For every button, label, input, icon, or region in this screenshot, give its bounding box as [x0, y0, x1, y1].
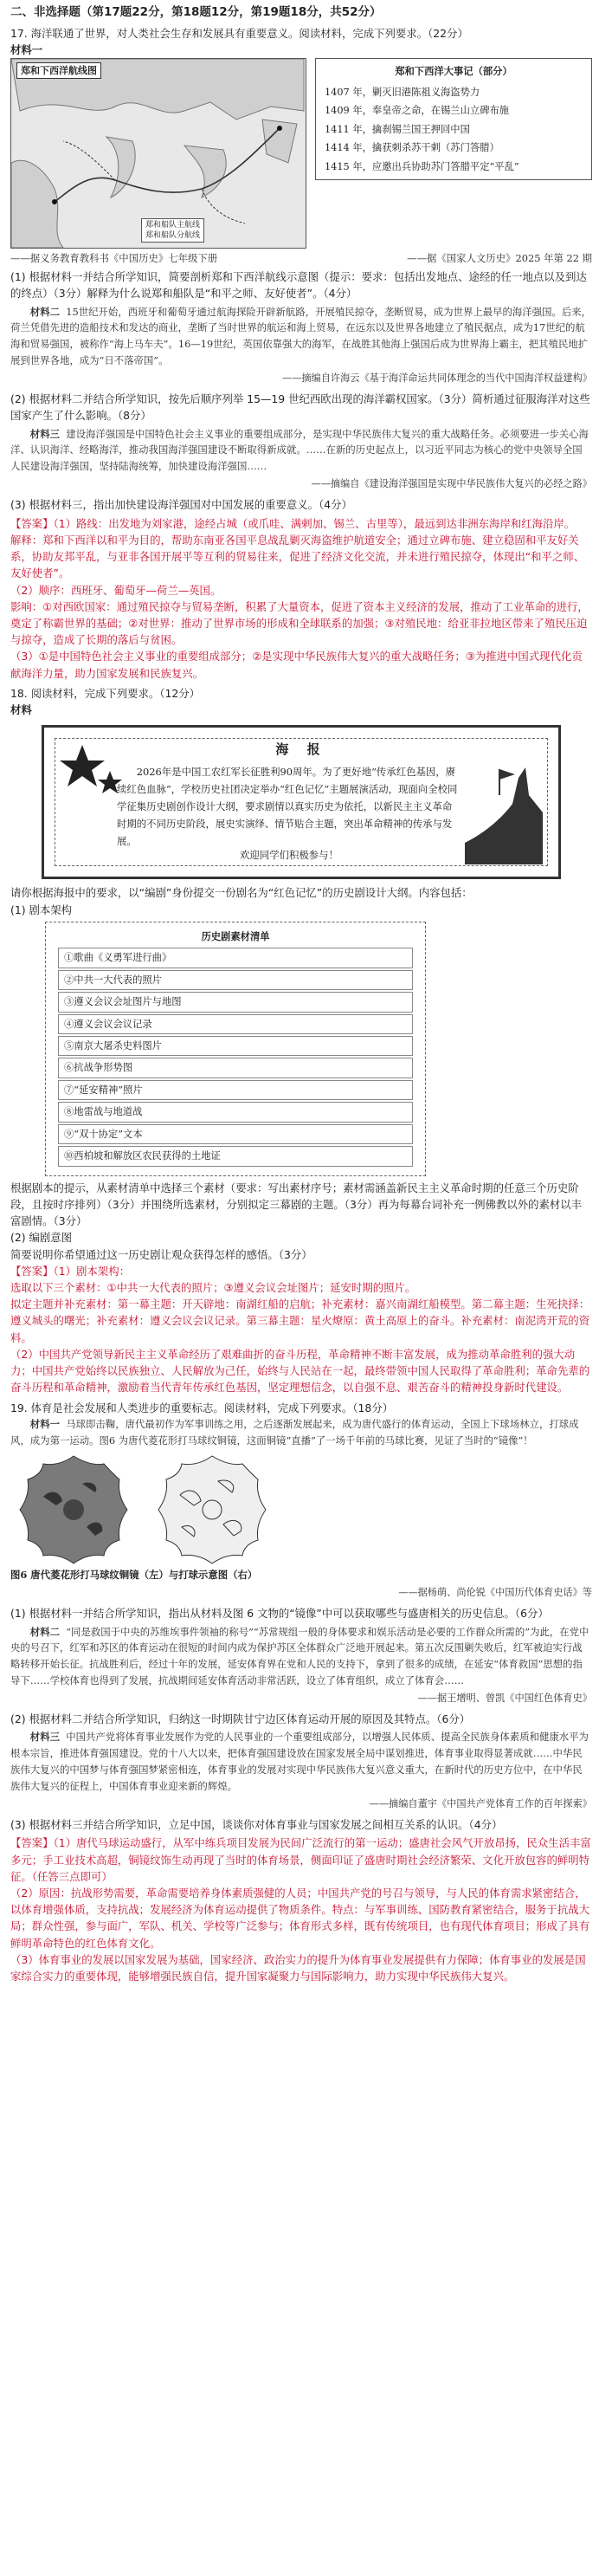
q19-m1-source: ——据杨萌、尚伦锐《中国历代体育史话》等 — [398, 1587, 592, 1599]
poster-closing: 欢迎同学们积极参与！ — [240, 848, 338, 861]
material-list-item: ⑨“双十协定”文本 — [58, 1124, 413, 1144]
section-header: 二、非选择题（第17题22分，第18题12分，第19题18分，共52分） — [10, 5, 382, 19]
q17-question-3: (3) 根据材料三，指出加快建设海洋强国对中国发展的重要意义。（4分） — [10, 498, 352, 512]
material-list-item: ②中共一大代表的照片 — [58, 970, 413, 990]
q17-material-2: 材料二 15世纪开始，西班牙和葡萄牙通过航海探险开辟新航路，开展殖民掠夺，垄断贸易，成为世界上最早的海洋强国。后来，荷兰凭借先进的造船技术和发达的商业，垄断了当时世界的航运和海上贸易，在远东以及世界各地建立了殖民据点，成为17世纪的航海和贸易强国，被称作“海上马车夫”。16—19世纪，英国依靠强大的海军，在战胜其他海上强国后成为世界海上霸主，把其殖民地扩展到世界各地，成为“日不落帝国”。 — [10, 305, 592, 367]
q17-stem: 17. 海洋联通了世界，对人类社会生存和发展具有重要意义。阅读材料，完成下列要求。（22分） — [10, 26, 468, 40]
answer-line: （3）①是中国特色社会主义事业的重要组成部分；②是实现中华民族伟大复兴的重大战略任务；③为推进中国式现代化贡献海洋力量，助力国家发展和民族复兴。 — [10, 650, 583, 680]
q18-intro: 请你根据海报中的要求，以“编剧”身份提交一份剧名为“红色记忆”的历史剧设计大纲。内容包括： — [10, 886, 473, 900]
material-list-item: ⑥抗战争形势图 — [58, 1058, 413, 1078]
bronze-mirror-figures — [17, 1453, 592, 1566]
q17-m3-source: ——摘编自《建设海洋强国是实现中华民族伟大复兴的必经之路》 — [311, 478, 592, 490]
timeline-item: 1409 年，奉皇帝之命，在锡兰山立碑布施 — [325, 105, 510, 117]
exam-page — [10, 3, 592, 1984]
q19-stem: 19. 体育是社会发展和人类进步的重要标志。阅读材料，完成下列要求。（18分） — [10, 1401, 394, 1414]
material-list-box — [45, 922, 426, 1176]
legend-main-route: 郑和船队主航线 — [145, 221, 201, 230]
answer-line: 【答案】（1）路线：出发地为刘家港，途经占城（或爪哇、满剌加、锡兰、古里等），最远到达非洲东海岸和红海沿岸。 — [10, 516, 576, 530]
map-title: 郑和下西洋航线图 — [16, 62, 101, 79]
material-list-item: ⑦“延安精神”照片 — [58, 1080, 413, 1100]
answer-line: （2）原因：抗战形势需要，革命需要培养身体素质强健的人员；中国共产党的号召与领导，与人民的体育需求紧密结合，以体育增强体质，支持抗战；发展经济为体育运动提供了物质条件。特点：与军事训练、国防教育紧密结合，服务于抗战大局；群众性强，参与面广，军队、机关、学校等广泛参与；体育形式多样，既有传统项目，也有现代体育项目；形成了具有鲜明革命特色的红色体育文化。 — [10, 1886, 590, 1950]
q17-m2-source: ——摘编自许海云《基于海洋命运共同体理念的当代中国海洋权益建构》 — [281, 372, 592, 384]
timeline-item: 1415 年，应邀出兵协助苏门答腊平定“平乱” — [325, 160, 519, 172]
q18-question-2: 简要说明你希望通过这一历史剧让观众获得怎样的感悟。（3分） — [10, 1247, 312, 1261]
q18-sub2: (2) 编剧意图 — [10, 1231, 73, 1245]
source-left: ——据义务教育教科书《中国历史》七年级下册 — [10, 252, 218, 265]
timeline-title: 郑和下西洋大事记（部分） — [395, 65, 512, 78]
figure-caption: 图6 唐代菱花形打马球纹铜镜（左）与打球示意图（右） — [10, 1569, 258, 1582]
legend-branch-route: 郑和船队分航线 — [145, 231, 201, 241]
q17-question-2: (2) 根据材料二并结合所学知识，按先后顺序列举 15—19 世纪西欧出现的海洋霸权国家。（3分）简析通过征服海洋对这些国家产生了什么影响。（8分） — [10, 392, 590, 423]
q17-answer — [10, 515, 592, 682]
q19-m3-source: ——摘编自董宇《中国共产党体育工作的百年探索》 — [369, 1797, 592, 1809]
q17-m1-label: 材料一 — [10, 43, 43, 57]
q19-question-3: (3) 根据材料三并结合所学知识，立足中国，谈谈你对体育事业与国家发展之间相互关系的认识。（4分） — [10, 1818, 503, 1832]
material-list-title: 历史剧素材清单 — [201, 929, 270, 942]
q19-answer — [10, 1835, 592, 1984]
answer-line: 解释：郑和下西洋以和平为目的，帮助东南亚各国平息战乱剿灭海盗维护航道安全；通过立碑布施、建立稳固和平友好关系，协助友邦平乱，与亚非各国开展平等互利的贸易往来，促进了经济文化交流，并未进行殖民掠夺，体现出“和平之师、友好使者”。 — [10, 533, 585, 580]
marching-soldiers-icon — [465, 761, 543, 864]
red-memory-poster — [42, 725, 561, 879]
answer-line: 影响：①对西欧国家：通过殖民掠夺与贸易垄断，积累了大量资本，促进了资本主义经济的发展，推动了工业革命的进行，奠定了称霸世界的基础；②对世界：推动了世界市场的形成和全球联系的加强；③对殖民地：给亚非拉地区带来了殖民压迫与掠夺，造成了长期的落后与贫困。 — [10, 599, 589, 647]
q18-question-1: 根据剧本的提示，从素材清单中选择三个素材（要求：写出素材序号；素材需涵盖新民主主义革命时期的任意三个历史阶段，且按时序排列）（3分）并围绕所选素材，分别拟定三幕剧的主题。（3分）再为每幕台词补充一例佛教以外的素材以丰富剧情。（3分） — [10, 1181, 583, 1228]
material-list-item: ③遵义会议会址图片与地图 — [58, 992, 413, 1012]
answer-line: （3）体育事业的发展以国家发展为基础，国家经济、政治实力的提升为体育事业发展提供有力保障；体育事业的发展是国家综合实力的重要体现，能够增强民族自信，提升国家凝聚力与国际影响力，助力实现中华民族伟大复兴。 — [10, 1952, 586, 1984]
zhenghe-timeline-table — [315, 58, 592, 180]
material-list-item: ⑤南京大屠杀史料图片 — [58, 1036, 413, 1056]
answer-line: 【答案】（1）唐代马球运动盛行，从军中练兵项目发展为民间广泛流行的第一运动；盛唐社会风气开放昂扬，民众生活丰富多元；手工业技术高超，铜镜纹饰生动再现了当时的体育场景，侧面印证了盛唐时期社会经济繁荣、文化开放包容的鲜明特征。（任答三点即可） — [10, 1836, 591, 1883]
q19-material-1: 材料一 马球即击鞠，唐代最初作为军事训练之用，之后逐渐发展起来，成为唐代盛行的体育运动，全国上下球场林立，打球成风，成为第一运动。图6 为唐代菱花形打马球纹铜镜，这面铜镜“直播”了一场千年前的马球比赛，见证了当时的“镜像”！ — [10, 1417, 579, 1447]
q18-stem: 18. 阅读材料，完成下列要求。（12分） — [10, 686, 201, 700]
answer-line: 【答案】（1）剧本架构： — [10, 1264, 130, 1278]
poster-title: 海 报 — [275, 741, 327, 758]
material-list-item: ⑩西柏坡和解放区农民获得的土地证 — [58, 1146, 413, 1166]
q19-material-2: 材料二 “同是救国于中央的苏维埃事件领袖的称号”“苏常规组一般的身体要求和娱乐活动是必要的工作群众所需的”为此，在党中央的号召下，红军和苏区的体育运动在很短的时间内成为保护苏区全体群众广泛地开展起来。第五次反围剿失败后，红军被迫实行战略转移开始长征。抗战胜利后，经过十年的发展，延安体育界在党和人民的支持下，拿到了很多的成绩，在延安“体育救国”思想的指导下……学校体育也得到了发展，抗战期间延安体育活动非常活跃，设立了体育组织，成立了体育会…… — [10, 1625, 589, 1687]
material-list-item: ①歌曲《义勇军进行曲》 — [58, 948, 413, 968]
zhenghe-route-map — [10, 58, 306, 249]
material-list-item: ⑧地雷战与地道战 — [58, 1102, 413, 1122]
q18-answer — [10, 1263, 592, 1396]
q17-material-3: 材料三 建设海洋强国是中国特色社会主义事业的重要组成部分，是实现中华民族伟大复兴的重大战略任务。必须要进一步关心海洋、认识海洋、经略海洋，推动我国海洋强国建设不断取得新成就。……在新的历史起点上，以习近平同志为核心的党中央领导全国人民建设海洋强国，坚持陆海统筹，加快建设海洋强国…… — [10, 427, 589, 473]
map-legend — [141, 218, 204, 243]
q18-sub1: (1) 剧本架构 — [10, 903, 73, 916]
q17-m1-sources — [10, 250, 592, 267]
q19-question-2: (2) 根据材料二并结合所学知识，归纳这一时期陕甘宁边区体育运动开展的原因及其特点。（6分） — [10, 1712, 471, 1726]
answer-line: （2）顺序：西班牙、葡萄牙—荷兰—英国。 — [10, 583, 222, 597]
q19-m2-source: ——据王增明、曾凯《中国红色体育史》 — [417, 1692, 592, 1704]
q17-material1-figures — [10, 58, 592, 249]
poster-body: 2026年是中国工农红军长征胜利90周年。为了更好地“传承红色基因，赓续红色血脉”，学校历史社团决定举办“红色记忆”主题展演活动，现面向全校同学征集历史剧创作设计大纲，要求剧情以真实历史为依托，以新民主主义革命时期的不同历史阶段，展史实演绎、情节贴合主题，突出革命精神的传承与发展。 — [117, 766, 458, 848]
answer-line: 拟定主题并补充素材：第一幕主题：开天辟地：南湖红船的启航；补充素材：嘉兴南湖红船模型。第二幕主题：生死抉择：遵义城头的曙光；补充素材：遵义会议会议记录。第三幕主题：星火燎原：黄土高原上的奋斗。补充素材：南泥湾开荒的资料。 — [10, 1298, 590, 1344]
polo-bronze-mirror-image — [17, 1453, 130, 1566]
answer-line: 选取以下三个素材：①中共一大代表的照片；③遵义会议会址图片；延安时期的照片。 — [10, 1281, 416, 1295]
q18-material-label: 材料 — [10, 703, 32, 717]
q19-material-3: 材料三 中国共产党将体育事业发展作为党的人民事业的一个重要组成部分，以增强人民体质、提高全民族身体素质和健康水平为根本宗旨，推进体育强国建设。党的十八大以来，把体育强国建设放在国家发展全局中谋划推进，体育事业取得显著成就……中华民族伟大复兴的中国梦与体育强国梦紧密相连，体育事业的发展对实现中华民族伟大复兴意义重大，在新时代的历史方位中，在中华民族伟大复兴的征程上，中国体育事业迎来新的辉煌。 — [10, 1731, 589, 1792]
source-right: ——据《国家人文历史》2025 年第 22 期 — [407, 252, 592, 265]
polo-game-diagram — [156, 1453, 268, 1566]
q17-question-1: (1) 根据材料一并结合所学知识，简要剖析郑和下西洋航线示意图（提示：要求：包括出发地点、途经的任一地点以及到达的终点）（3分）解释为什么说郑和船队是“和平之师、友好使者”。（4分） — [10, 270, 587, 301]
timeline-item: 1407 年，剿灭旧港陈祖义海盗势力 — [325, 86, 480, 98]
material-list-item: ④遵义会议会议记录 — [58, 1014, 413, 1034]
q19-question-1: (1) 根据材料一并结合所学知识，指出从材料及图 6 文物的“镜像”中可以获取哪些与盛唐相关的历史信息。（6分） — [10, 1607, 549, 1621]
timeline-item: 1414 年，擒获刺杀苏干剌（苏门答腊） — [325, 142, 499, 154]
answer-line: （2）中国共产党领导新民主主义革命经历了艰难曲折的奋斗历程，革命精神不断丰富发展，成为推动革命胜利的强大动力；中国共产党始终以民族独立、人民解放为己任，始终与人民站在一起，最终带领中国人民取得了革命胜利；革命先辈的奋斗历程和革命精神，激励着当代青年传承红色基因，坚定理想信念，以自强不息、艰苦奋斗的精神投身新时代建设。 — [10, 1347, 590, 1395]
timeline-item: 1411 年，擒刹锡兰国王押回中国 — [325, 123, 470, 135]
